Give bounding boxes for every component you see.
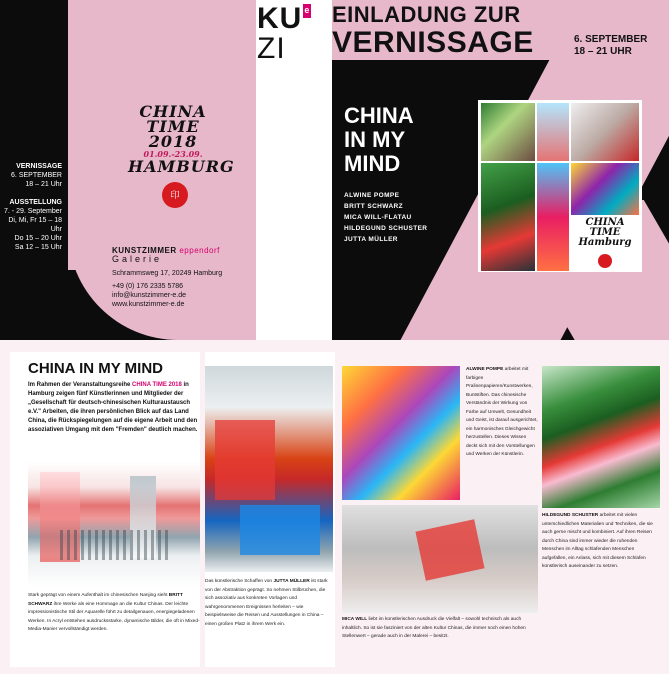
kuzi-e: e <box>303 4 311 18</box>
collage-artwork <box>537 163 569 271</box>
galerie-name: KUNSTZIMMER <box>112 246 177 255</box>
artist-name: BRITT SCHWARZ <box>28 593 183 607</box>
brochure-intro <box>28 381 200 435</box>
event-date <box>574 34 647 58</box>
artist-name: ALWINE POMPE <box>466 367 504 372</box>
invite-line1: EINLADUNG ZUR <box>332 2 521 27</box>
logo-line3: 01.09.-23.09. <box>143 149 203 159</box>
caption-pre: Das künstlerische Schaffen von <box>205 579 274 584</box>
galerie-contact <box>112 246 252 309</box>
galerie-address: Schrammsweg 17, 20249 Hamburg <box>112 270 223 277</box>
artist-name: MICA WILL <box>342 617 368 622</box>
ausstellung-label: AUSSTELLUNG <box>9 199 62 206</box>
artist-name: JUTTA MÜLLER <box>344 236 398 243</box>
event-date-line1: 6. SEPTEMBER <box>574 34 648 45</box>
collage-logo-line: TIME <box>589 227 621 238</box>
caption-will <box>342 616 538 642</box>
caption-post: ist stark von der Abstraktion geprägt. So nehmen Stilbrüchen, die sich assoziativ aus konkreten Vorlagen und wahrgenommenen Ereignissen herleiten – wie beispielsweise die Reisen und Ausstellungen in China – einen großen Platz in ihrem Werk ein. <box>205 579 328 627</box>
artwork-detail <box>240 505 320 555</box>
intro-pre: Im Rahmen der Veranstaltungsreihe <box>28 382 133 388</box>
caption-post: liebt im künstlerischen Ausdruck die Vielfalt – sowohl technisch als auch inhaltlich. So ist sie fasziniert von der alten Kultur Chinas, die immer noch einen hohen Stellenwert – gerade auch in der Malerei – besitzt. <box>342 617 526 639</box>
red-seal-icon: 印 <box>162 182 188 208</box>
artist-name: BRITT SCHWARZ <box>344 203 403 210</box>
logo-line4: HAMBURG <box>128 157 235 176</box>
kuzi-bottom: ZI <box>257 32 286 65</box>
china-time-logo <box>128 102 235 176</box>
artist-name: MICA WILL-FLATAU <box>344 214 412 221</box>
collage-logo-line: CHINA <box>585 217 625 228</box>
vernissage-label: VERNISSAGE <box>16 163 62 170</box>
collage-artwork <box>571 163 639 215</box>
logo-line1: CHINA <box>139 102 207 121</box>
caption-post: arbeitet mit farbigen Pralinenpapieren/Kunstwerken, Buntstiften. Das chinesische Verständnis der Wirkung von Farbe auf Umwelt, Gesundheit und Geist, ist darauf ausgerichtet, ein harmonisches Gleichgewicht herzustellen. Dieses Wissen deckt sich mit den Vorstellungen und Werken der Künstlerin. <box>466 367 538 457</box>
caption-mueller <box>205 578 333 629</box>
logo-line2: TIME 2018 <box>146 117 200 151</box>
artist-name: JUTTA MÜLLER <box>273 579 310 584</box>
galerie-phone: +49 (0) 176 2335 5786 <box>112 283 184 290</box>
galerie-name-pink: eppendorf <box>179 246 220 255</box>
brochure-heading: CHINA IN MY MIND <box>28 360 163 377</box>
artwork-detail <box>60 530 170 560</box>
galerie-email[interactable]: info@kunstzimmer-e.de <box>112 292 187 299</box>
intro-post: in Hamburg zeigen fünf Künstlerinnen und Mitglieder der „Gesellschaft für deutsch-chinesischen Kulturaustausch e.V." Arbeiten, die ihren persönlichen Blick auf das Land China, die Rückspiegelungen auf die eigene Arbeit und den assoziativen Umgang mit dem "Fremden" deutlich machen. <box>28 382 198 433</box>
caption-post: arbeitet mit vielen unterschiedlichen Materialien und Techniken, die sie auch gerne mischt und kombiniert. Auf ihren Reisen durch China sind immer wieder die ruhenden Menschen im Alltag schlafenden Menschen aufgefallen, ein Anlass, sich mit diesem Schlafen künstlerisch auseinander zu setzen. <box>542 513 653 569</box>
collage-artwork <box>571 103 639 161</box>
invite-line2: VERNISSAGE <box>332 26 534 59</box>
caption-schwarz <box>28 592 200 635</box>
artist-list <box>344 190 427 245</box>
title-line2: IN MY <box>344 127 406 152</box>
collage-china-time-logo <box>571 218 639 248</box>
ausstellung-line: Do 15 – 20 Uhr <box>14 235 62 242</box>
artwork-image-schuster <box>542 366 660 508</box>
vernissage-date: 6. SEPTEMBER <box>11 172 62 179</box>
ausstellung-line: Di, Mi, Fr 15 – 18 Uhr <box>8 217 62 233</box>
event-date-line2: 18 – 21 UHR <box>574 46 632 57</box>
ausstellung-line: Sa 12 – 15 Uhr <box>14 244 62 251</box>
exhibition-title <box>344 104 414 176</box>
artist-name: HILDEGUND SCHUSTER <box>542 513 599 518</box>
galerie-web[interactable]: www.kunstzimmer-e.de <box>112 301 185 308</box>
caption-schuster <box>542 512 660 572</box>
kuzi-top: KU <box>257 2 303 35</box>
artist-name: ALWINE POMPE <box>344 192 400 199</box>
collage-artwork <box>481 163 535 271</box>
artist-name: HILDEGUND SCHUSTER <box>344 225 428 232</box>
intro-pink: CHINA TIME 2018 <box>132 382 182 388</box>
vernissage-time: 18 – 21 Uhr <box>25 181 62 188</box>
ausstellung-line: 7. - 29. September <box>4 208 62 215</box>
caption-pre: Stark geprägt von einem Aufenthalt im chinesischen Nanjing sieht <box>28 593 169 598</box>
red-seal-icon <box>598 254 612 268</box>
collage-artwork <box>481 103 535 161</box>
title-line3: MIND <box>344 151 401 176</box>
collage-artwork <box>537 103 569 161</box>
artwork-detail <box>215 420 275 500</box>
collage-logo-line: Hamburg <box>578 237 632 248</box>
kuzi-logo <box>257 4 312 64</box>
caption-pompe <box>466 366 538 460</box>
artwork-image-pompe <box>342 366 460 500</box>
caption-post: ihre Werke als eine Hommage an die Kultur Chinas. Der leichte impressionistische Stil der Aquarelle führt zu detailgenauen, energiegeladenen Werken. In Acryl entstehen ausdrucksstarke, dynamische Bilder, die oft in Mixed-Media-Manier vervollständigt werden. <box>28 601 200 632</box>
galerie-word: Galerie <box>112 254 163 264</box>
title-line1: CHINA <box>344 103 414 128</box>
